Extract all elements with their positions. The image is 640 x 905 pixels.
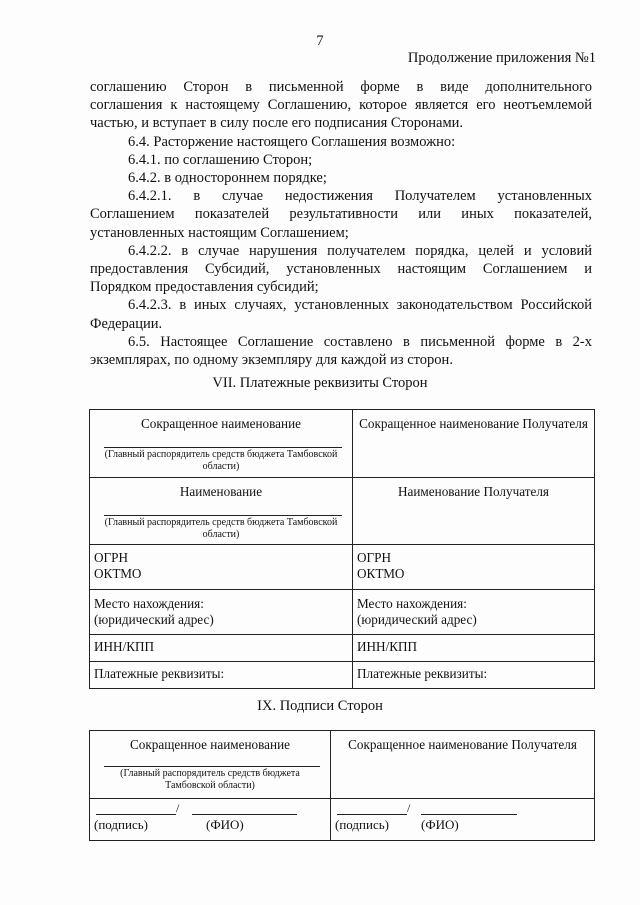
right-signature-name-cell (331, 731, 595, 799)
left-payment-cell (90, 662, 353, 689)
left-location: Место нахождения: (94, 596, 204, 611)
clause-6-4-2: 6.4.2. в одностороннем порядке; (128, 170, 327, 187)
left-ogrn: ОГРН (94, 550, 129, 565)
left-name-note: (Главный распорядитель средств бюджета Тамбовской области) (104, 517, 338, 540)
right-ogrn: ОГРН (357, 550, 392, 565)
right-payment-details: Платежные реквизиты: (357, 666, 488, 681)
paragraph-line: соглашения к настоящему Соглашению, которое является его неотъемлемой (90, 97, 592, 114)
clause-6-4-1: 6.4.1. по соглашению Сторон; (128, 151, 313, 168)
paragraph-line: частью, и вступает в силу после его подписания Сторонами. (90, 115, 464, 132)
right-short-name-cell (353, 410, 595, 478)
paragraph-line: установленных настоящим Соглашением; (90, 224, 349, 241)
paragraph-line: Порядком предоставления субсидий; (90, 279, 319, 296)
right-oktmo: ОКТМО (357, 566, 405, 581)
right-inn-cell (353, 635, 595, 662)
left-short-name: Сокращенное наименование (141, 416, 301, 431)
signature-label: (подпись) (94, 817, 148, 832)
right-payment-cell (353, 662, 595, 689)
left-signature-note-1: (Главный распорядитель средств бюджета (120, 768, 300, 779)
signature-block (335, 799, 590, 839)
right-location-cell (353, 590, 595, 635)
fio-label: (ФИО) (206, 817, 244, 832)
left-ogrn-oktmo-cell (90, 545, 353, 590)
right-ogrn-oktmo-cell (353, 545, 595, 590)
left-location-cell (90, 590, 353, 635)
appendix-title: Продолжение приложения №1 (407, 50, 596, 66)
right-short-name: Сокращенное наименование Получателя (359, 416, 588, 431)
right-signature-cell (331, 799, 595, 841)
left-short-name-note: (Главный распорядитель средств бюджета Тамбовской области) (104, 449, 338, 472)
left-name: Наименование (179, 484, 263, 499)
clause-6-4: 6.4. Расторжение настоящего Соглашения возможно: (128, 133, 456, 150)
left-signature-name-cell (90, 731, 331, 799)
slash: / (176, 801, 180, 815)
paragraph-line: Соглашением показателей результативности или иных показателей, (90, 206, 592, 223)
paragraph-line: предоставления Субсидий, установленных настоящим Соглашением и (90, 261, 592, 278)
paragraph-line: экземплярах, по одному экземпляру для каждой из сторон. (90, 352, 453, 369)
left-inn-kpp: ИНН/КПП (94, 639, 155, 654)
signature-line (337, 813, 407, 815)
clause-6-5: 6.5. Настоящее Соглашение составлено в письменной форме в 2-х (128, 333, 592, 350)
fio-line (421, 813, 517, 815)
signatures-table (89, 730, 595, 841)
section-vii-title: VII. Платежные реквизиты Сторон (212, 375, 428, 391)
right-inn-kpp: ИНН/КПП (357, 639, 418, 654)
left-oktmo: ОКТМО (94, 566, 142, 581)
section-ix-title: IX. Подписи Сторон (257, 698, 383, 714)
left-short-name-cell (90, 410, 353, 478)
clause-6-4-2-3: 6.4.2.3. в иных случаях, установленных законодательством Российской (128, 297, 592, 314)
payment-details-table (89, 409, 595, 689)
left-inn-cell (90, 635, 353, 662)
signature-block (94, 799, 326, 839)
paragraph-line: Федерации. (90, 315, 163, 332)
right-legal-address: (юридический адрес) (357, 612, 477, 627)
right-name-cell (353, 478, 595, 545)
clause-6-4-2-2: 6.4.2.2. в случае нарушения получателем порядка, целей и условий (128, 242, 592, 259)
paragraph-line: соглашению Сторон в письменной форме в виде дополнительного (90, 79, 592, 95)
page-number: 7 (316, 33, 324, 49)
right-location: Место нахождения: (357, 596, 467, 611)
left-legal-address: (юридический адрес) (94, 612, 214, 627)
left-signature-short-name: Сокращенное наименование (130, 737, 290, 752)
left-name-cell (90, 478, 353, 545)
signature-line (96, 813, 176, 815)
left-signature-note-2: Тамбовской области) (165, 780, 255, 791)
fio-line (192, 813, 297, 815)
left-signature-cell (90, 799, 331, 841)
left-payment-details: Платежные реквизиты: (94, 666, 225, 681)
fio-label: (ФИО) (421, 817, 459, 832)
right-name: Наименование Получателя (398, 484, 549, 499)
signature-label: (подпись) (335, 817, 389, 832)
slash: / (407, 801, 411, 815)
right-signature-short-name: Сокращенное наименование Получателя (348, 737, 577, 752)
clause-6-4-2-1: 6.4.2.1. в случае недостижения Получателем установленных (128, 188, 592, 205)
agreement-text (90, 78, 592, 369)
